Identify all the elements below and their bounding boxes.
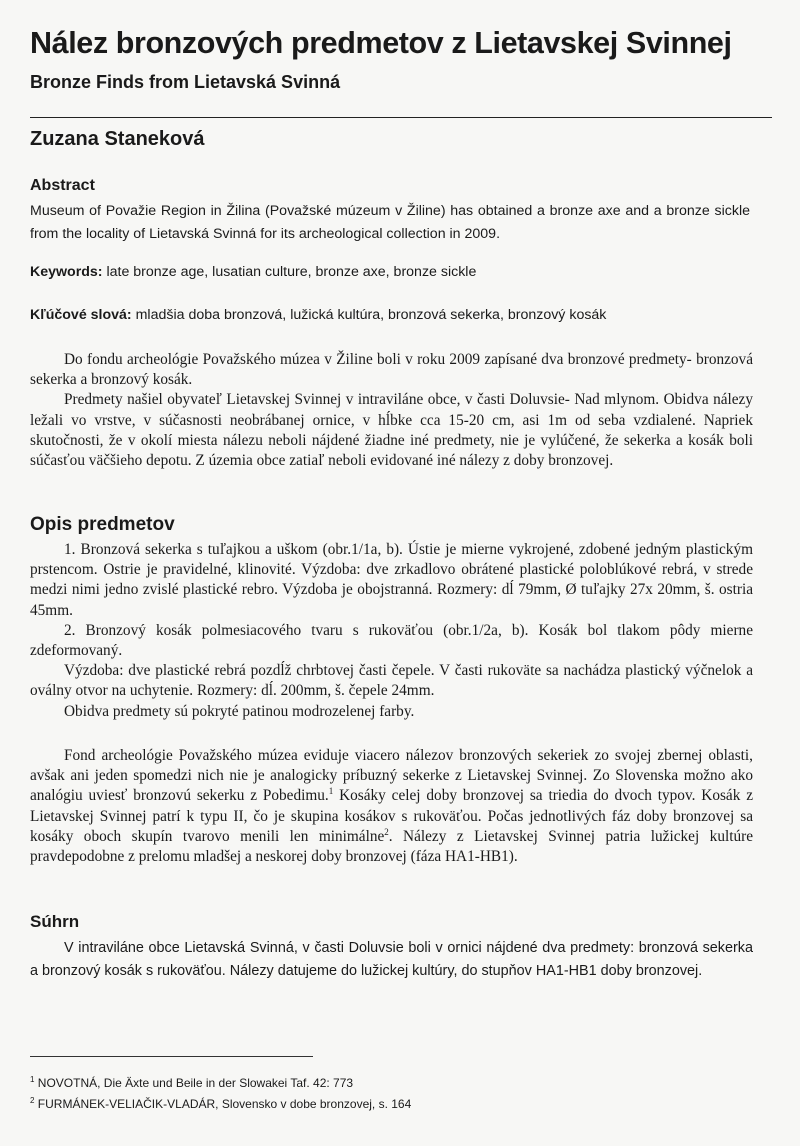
intro-section (30, 350, 753, 471)
footnote-1 (30, 1075, 353, 1090)
footnote-divider (30, 1056, 313, 1057)
abstract-text: Museum of Považie Region in Žilina (Považské múzeum v Žiline) has obtained a bronze axe and a bronze sickle from the locality of Lietavská Svinná for its archeological collection in 2009. (30, 203, 750, 242)
footnote-mark-1: 1 (30, 1075, 35, 1084)
footnote-2 (30, 1096, 411, 1111)
item-paragraph-sickle: 2. Bronzový kosák polmesiacového tvaru s rukoväťou (obr.1/2a, b). Kosák bol tlakom pôdy mierne zdeformovaný. (30, 621, 753, 660)
footnote-ref-1[interactable]: 1 (328, 786, 334, 797)
intro-paragraph-2: Predmety našiel obyvateľ Lietavskej Svinnej v intraviláne obce, v časti Doluvsie- Nad mlynom. Obidva nálezy ležali vo vrstve, v súčasnosti neobrábanej ornice, v hĺbke cca 15-20 cm, asi 1m od seba vzdialené. Napriek skutočnosti, že v okolí miesta nálezu neboli nájdené žiadne iné predmety, nie je vylúčené, že sekerka a kosák boli súčasťou väčšieho depotu. Z územia obce zatiaľ neboli evidované iné nálezy z doby bronzovej. (30, 391, 753, 470)
keywords-label: Keywords: (30, 264, 103, 280)
fond-text-3: . Nálezy z Lietavskej Svinnej patria lužickej kultúre pravdepodobne z prelomu mladšej a neskorej doby bronzovej (fáza HA1-HB1). (30, 827, 754, 866)
items-section (30, 540, 753, 722)
paper-title: Nález bronzových predmetov z Lietavskej Svinnej (30, 26, 732, 60)
keywords-sk-label: Kľúčové slová: (30, 307, 132, 323)
intro-paragraph-1: Do fondu archeológie Považského múzea v Žiline boli v roku 2009 zapísané dva bronzové predmety- bronzová sekerka a bronzový kosák. (30, 351, 753, 389)
keywords-sk-text: mladšia doba bronzová, lužická kultúra, bronzová sekerka, bronzový kosák (131, 307, 607, 323)
footnote-text-1: NOVOTNÁ, Die Äxte und Beile in der Slowakei Taf. 42: 773 (34, 1076, 354, 1090)
summary-paragraph: V intraviláne obce Lietavská Svinná, v časti Doluvsie boli v ornici nájdené dva predmety: bronzová sekerka a bronzový kosák s rukoväťou. Nálezy datujeme do lužickej kultúry, do stupňov HA1-HB1 doby bronzovej. (30, 940, 753, 979)
keywords-sk-line (30, 307, 606, 323)
keywords-text: late bronze age, lusatian culture, bronze axe, bronze sickle (102, 264, 477, 280)
section-heading-items: Opis predmetov (30, 514, 175, 535)
summary-heading: Súhrn (30, 912, 80, 931)
fond-paragraph (30, 746, 753, 867)
keywords-line (30, 264, 476, 280)
abstract-heading: Abstract (30, 177, 95, 194)
item-paragraph-decoration: Výzdoba: dve plastické rebrá pozdĺž chrbtovej časti čepele. V časti rukoväte sa nachádza plastický výčnelok a oválny otvor na uchytenie. Rozmery: dĺ. 200mm, š. čepele 24mm. (30, 662, 753, 700)
item-paragraph-axe: 1. Bronzová sekerka s tuľajkou a uškom (obr.1/1a, b). Ústie je mierne vykrojené, zdobené jedným plastickým prstencom. Ostrie je pravidelné, klinovité. Výzdoba: dve zrkadlovo obrátené plastické poloblúkové rebrá, v strede medzi nimi jedno zvislé plastické rebro. Výzdoba je obojstranná. Rozmery: dĺ 79mm, Ø tuľajky 27x 20mm, š. ostria 45mm. (30, 541, 753, 619)
title-divider (30, 117, 772, 118)
item-paragraph-patina: Obidva predmety sú pokryté patinou modrozelenej farby. (64, 702, 415, 720)
footnote-text-2: FURMÁNEK-VELIAČIK-VLADÁR, Slovensko v dobe bronzovej, s. 164 (34, 1097, 412, 1111)
fond-text-2: Kosáky celej doby bronzovej sa triedia do dvoch typov. Kosák z Lietavskej Svinnej patrí k typu II, čo je skupina kosákov s rukoväťou. Počas jednotlivých fáz doby bronzovej sa kosáky oboch skupín tvarovo menili len minimálne (30, 787, 753, 845)
footnote-mark-2: 2 (30, 1096, 35, 1105)
summary-section (30, 937, 753, 983)
fond-section (30, 746, 753, 867)
footnote-ref-2[interactable]: 2 (384, 826, 389, 837)
author-name: Zuzana Staneková (30, 128, 205, 150)
fond-text-1: Fond archeológie Považského múzea eviduje viacero nálezov bronzových sekeriek zo svojej zbernej oblasti, avšak ani jeden spomedzi nich nie je analogicky príbuzný sekerke z Lietavskej Svinnej. Zo Slovenska možno ako analógiu uviesť bronzovú sekerku z Pobedimu. (30, 747, 753, 805)
paper-subtitle: Bronze Finds from Lietavská Svinná (30, 72, 341, 92)
